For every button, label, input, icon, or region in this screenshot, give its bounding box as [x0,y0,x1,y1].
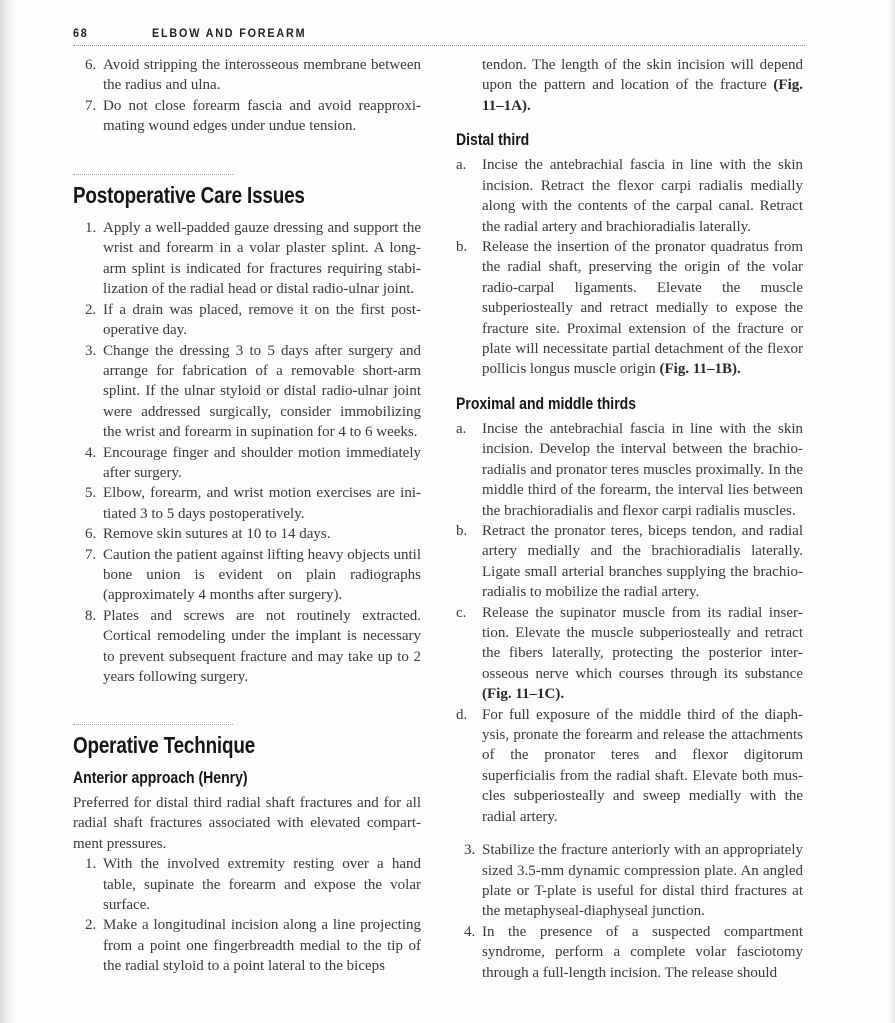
list-marker: 8. [85,607,97,624]
text-run: Encourage finger and shoulder motion immediately after surgery. [103,444,421,481]
text-run: With the involved extremity resting over a hand table, supinate the forearm and expose the volar surface. [103,856,421,914]
list-marker: 4. [464,923,476,940]
list-marker: b. [456,238,468,255]
list-item-text [103,485,421,521]
list-item [73,524,421,544]
list-item [73,300,421,341]
list-marker: 7. [85,546,97,563]
list-item [73,96,421,137]
list-item [73,443,421,484]
list-marker: a. [456,420,467,437]
list-marker: 1. [85,220,97,237]
list-marker: 6. [85,526,97,543]
paragraph [73,793,421,854]
text-run: Apply a well-padded gauze dressing and support the wrist and forearm in a volar plaster splint. A long-arm splint is indicated for fractures requiring stabilization of the radial head or distal radio-ulnar joint. [103,220,421,298]
list-marker: d. [456,706,468,723]
header-divider [73,45,805,46]
list-marker: 1. [85,856,97,873]
list-item-text [103,547,421,604]
text-run: Do not close forearm fascia and avoid reapproximating wound edges under undue tension. [103,97,421,135]
subsection-heading [456,131,803,149]
list-item-text [482,924,803,981]
list-marker: 3. [85,342,97,359]
list [456,155,803,379]
text-run: Preferred for distal third radial shaft fractures and for all radial shaft fractures associated with elevated compartment pressures. [73,794,421,852]
scan-edge-right [887,0,895,1023]
continuation-paragraph [456,55,803,116]
list [456,840,803,983]
column-right [456,55,803,983]
section-heading [73,732,421,758]
figure-reference: (Fig. 11–1B). [659,361,741,378]
section-divider [73,174,233,175]
list-item-text [103,917,421,974]
list-marker: b. [456,523,468,539]
list-item [456,155,803,237]
list-item-text [103,343,421,441]
list-marker: 2. [85,301,97,318]
list-item [73,55,421,96]
list-item-text [482,157,803,234]
list-item-text [482,523,803,600]
list-item [73,915,421,976]
text-run: Remove skin sutures at 10 to 14 days. [103,526,331,543]
scan-edge-left [0,0,16,1023]
list-item-text [482,605,803,703]
list-marker: 4. [85,444,97,461]
section-heading-block [73,724,421,758]
text-run: tendon. The length of the skin incision will depend upon the pattern and location of the fracture [482,57,803,94]
list-item [456,840,803,922]
list-marker: c. [456,604,467,621]
list-item [456,603,803,705]
list-marker: 5. [85,485,97,502]
subsection-heading [73,769,421,787]
section-heading-text: Postoperative Care Issues [73,181,305,208]
text-run: Release the insertion of the pronator quadratus from the radial shaft, preserving the origin of the volar radio-carpal ligaments. Elevate the muscle subperiosteally and retract medially to expose the fracture site. Proximal extension of the fracture or plate will necessitate partial detachment of the flexor pollicis longus muscle origin [482,238,803,378]
text-run: Incise the antebrachial fascia in line with the skin incision. Retract the flexor carpi radialis medially along with the contents of the carpal canal. Retract the radial artery and brachioradialis laterally. [482,157,803,235]
list-item-text [482,707,803,825]
column-left [73,55,421,983]
list-item [73,483,421,524]
text-run: Change the dressing 3 to 5 days after surgery and arrange for fabrication of a removable short-arm splint. If the ulnar styloid or distal radio-ulnar joint were addressed surgically, consider immobilizing the wrist and forearm in supination for 4 to 6 weeks. [103,342,421,441]
page-number: 68 [73,26,89,40]
page-content [73,26,805,983]
list-marker: 2. [85,917,97,934]
section-heading-text: Operative Technique [73,732,256,759]
list-item [73,341,421,443]
subsection-heading [456,395,803,413]
list-item-text [103,98,421,134]
text-run: Plates and screws are not routinely extracted. Cortical remodeling under the implant is necessary to prevent subsequent fracture and may take up to 2 years following surgery. [103,607,421,685]
list-item [456,705,803,827]
text-run: Stabilize the fracture anteriorly with an appropriately sized 3.5-mm dynamic compression plate. An angled plate or T-plate is useful for distal third fractures at the metaphyseal-diaphyseal junction. [482,842,803,920]
text-run: Elbow, forearm, and wrist motion exercises are initiated 3 to 5 days postoperatively. [103,485,421,522]
list-marker: a. [456,157,467,174]
text-run: For full exposure of the middle third of the diaphysis, pronate the forearm and release the attachments of the pronator teres and flexor digitorum superficialis from the radial shaft. Elevate both muscles subperiosteally and sweep medially with the radial artery. [482,706,803,825]
list-item-text [103,856,421,913]
list-item-text [103,302,421,338]
list-item-text [482,842,803,919]
subsection-heading-text: Anterior approach (Henry) [73,768,248,787]
list [73,218,421,687]
figure-reference: (Fig. 11–1A). [482,77,803,114]
list-item [73,218,421,300]
text-run: If a drain was placed, remove it on the first postoperative day. [103,301,421,339]
text-run: Retract the pronator teres, biceps tendon, and radial artery medially and the brachioradialis laterally. Ligate small arterial branches supplying the brachioradialis to mobilize the radial artery. [482,523,803,601]
text-columns [73,55,805,983]
list-item [456,922,803,983]
list-item-text [103,57,421,93]
list-item-text [103,608,421,685]
list-item [456,419,803,521]
list-item [73,854,421,915]
subsection-heading-text: Proximal and middle thirds [456,394,637,413]
section-heading-block [73,174,421,208]
figure-reference: (Fig. 11–1C). [482,686,565,703]
list-item-text [482,239,803,377]
text-run: Release the supinator muscle from its radial insertion. Elevate the muscle subperiosteally and retract the fibers laterally, protecting the posterior interosseous nerve which courses through its substance [482,604,803,682]
list-item-text [103,445,421,481]
text-run: In the presence of a suspected compartment syndrome, perform a complete volar fasciotomy through a full-length incision. The release should [482,923,803,981]
subsection-heading-text: Distal third [456,131,530,150]
text-run: Caution the patient against lifting heavy objects until bone union is evident on plain radiographs (approximately 4 months after surgery). [103,546,421,604]
list-item-text [103,220,421,297]
text-run: Make a longitudinal incision along a line projecting from a point one fingerbreadth medial to the tip of the radial styloid to a point lateral to the biceps [103,917,421,975]
section-divider [73,724,233,725]
list-item-text [482,421,803,519]
list [456,419,803,827]
running-head: ELBOW AND FOREARM [152,26,307,40]
list-marker: 6. [85,57,97,73]
list-item [456,237,803,380]
list-item [73,545,421,606]
list-item [73,606,421,688]
list-item [456,521,803,603]
list [73,55,421,137]
page-header [73,26,805,40]
list-marker: 3. [464,842,476,859]
section-heading [73,182,421,208]
list-item-text [103,526,330,542]
list-marker: 7. [85,97,97,114]
text-run: Incise the antebrachial fascia in line with the skin incision. Develop the interval between the brachioradialis and pronator teres muscles proximally. In the middle third of the forearm, the interval lies between the brachioradialis and flexor carpi radialis muscles. [482,420,803,519]
list [73,854,421,976]
text-run: Avoid stripping the interosseous membrane between the radius and ulna. [103,57,421,94]
